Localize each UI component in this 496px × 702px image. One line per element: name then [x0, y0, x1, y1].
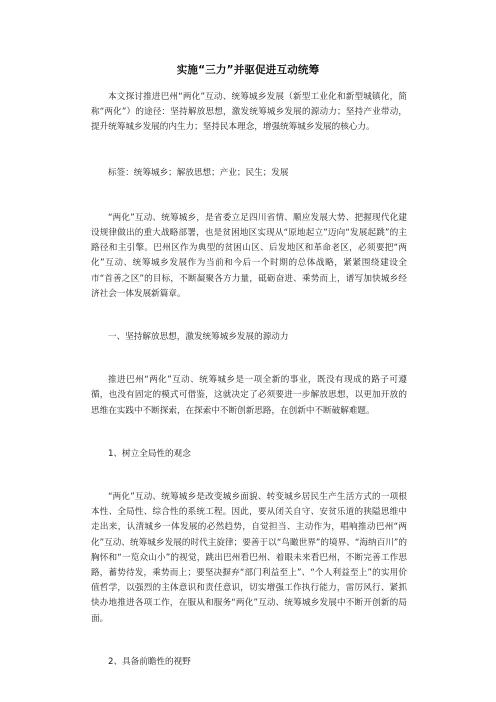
subsection-heading-1: 1、树立全局性的观念 [108, 448, 191, 459]
subsection-heading-2: 2、具备前瞻性的视野 [108, 656, 191, 667]
keywords-line: 标签：统筹城乡；解放思想；产业；民生；发展 [108, 167, 289, 178]
subsection-1-paragraph: “两化”互动、统筹城乡是改变城乡面貌、转变城乡居民生产生活方式的一项根本性、全局性、综合性的系统工程。因此，要从闭关自守、安贫乐道的狭隘思维中走出来，认清城乡一体发展的必然趋势，自觉担当、主动作为，唱响推动巴州“两化”互动、统筹城乡发展的时代主旋律；要善于以“鸟瞰世界”的境界、“海纳百川”的胸怀和“一览众山小”的视觉，跳出巴州看巴州、着眼未来看巴州，不断完善工作思路，蓄势待发，乘势而上；要坚决摒弃“部门利益至上”、“个人利益至上”的实用价值哲学，以强烈的主体意识和责任意识，切实增强工作执行能力，雷厉风行、紧抓快办地推进各项工作，在服从和服务“两化”互动、统筹城乡发展中不断开创新的局面。 [91, 492, 407, 624]
intro-paragraph: “两化”互动、统筹城乡，是省委立足四川省情、顺应发展大势、把握现代化建设规律做出的重大战略部署，也是贫困地区实现从“原地起立”迈向“发展起跳”的主路径和主引擎。巴州区作为典型的贫困山区、后发地区和革命老区，必须要把“两化”互动、统筹城乡发展作为当前和今后一个时期的总体战略，紧紧围绕建设全市“首善之区”的目标，不断凝聚各方力量，砥砺奋进、乘势而上，谱写加快城乡经济社会一体发展新篇章。 [91, 212, 407, 299]
document-body [91, 90, 407, 670]
abstract-paragraph: 本文探讨推进巴州“两化”互动、统筹城乡发展（新型工业化和新型城镇化，简称“两化”）的途径：坚持解放思想，激发统筹城乡发展的源动力；坚持产业带动，提升统筹城乡发展的内生力；坚持民本理念，增强统筹城乡发展的核心力。 [91, 92, 407, 133]
section-1-paragraph: 推进巴州“两化”互动、统筹城乡是一项全新的事业，既没有现成的路子可遵循，也没有固定的模式可借鉴，这就决定了必须要进一步解放思想，以更加开放的思维在实践中不断探索，在探索中不断创新思路，在创新中不断破解难题。 [91, 375, 407, 416]
document-title: 实施“三力”并驱促进互动统筹 [176, 64, 320, 76]
section-heading-1: 一、坚持解放思想，激发统筹城乡发展的源动力 [108, 332, 289, 343]
